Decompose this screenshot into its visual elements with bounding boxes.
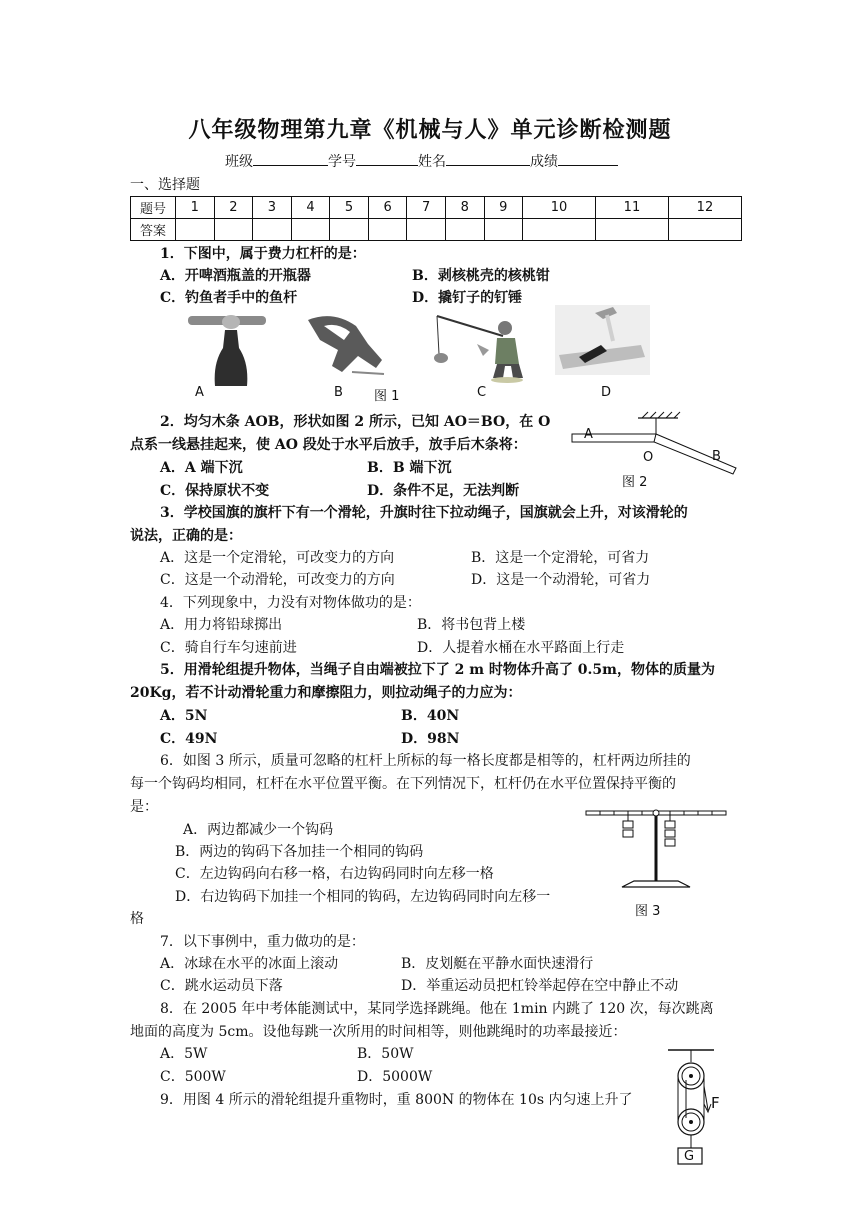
q7-option-b: B．皮划艇在平静水面快速滑行 [401,956,594,972]
q4-option-d: D．人提着水桶在水平路面上行走 [417,640,625,656]
q6-line2: 每一个钩码均相同，杠杆在水平位置平衡。在下列情况下，杠杆仍在水平位置保持平衡的 [130,776,676,792]
q6-option-c: C．左边钩码向右移一格，右边钩码同时向左移一格 [175,866,494,882]
q8-option-a: A．5W [160,1046,208,1062]
q7-option-d: D．举重运动员把杠铃举起停在空中静止不动 [401,978,679,994]
table-cell: 12 [668,197,741,219]
answer-cell[interactable] [214,219,253,241]
answer-cell[interactable] [445,219,484,241]
score-label: 成绩 [530,154,558,170]
fig1-label-c: C [477,385,487,400]
q5-line2: 20Kg，若不计动滑轮重力和摩擦阻力，则拉动绳子的力应为： [130,685,522,701]
fig1-label-b: B [334,385,343,400]
fishing-image [433,306,533,384]
q2-option-a: A．A 端下沉 [160,460,243,476]
q8-line2: 地面的高度为 5cm。设他每跳一次所用的时间相等，则他跳绳时的功率最接近： [130,1024,627,1040]
q2-option-b: B．B 端下沉 [367,460,452,476]
q2-option-d: D．条件不足，无法判断 [367,483,520,499]
q6-option-b: B．两边的钩码下各加挂一个相同的钩码 [175,844,424,860]
q1-option-d: D．撬钉子的钉锤 [412,290,523,306]
q5-line1: 5．用滑轮组提升物体，当绳子自由端被拉下了 2 m 时物体升高了 0.5m，物体的质量为 [160,662,715,678]
q1-option-b: B．剥核桃壳的核桃钳 [412,268,550,284]
section-heading: 一、选择题 [130,177,200,193]
fig4-weight-label: G [684,1149,695,1164]
fig3-caption: 图 3 [635,904,661,919]
answer-cell[interactable] [595,219,668,241]
q2-line2: 点系一线悬挂起来，使 AO 段处于水平后放手，放手后木条将： [130,437,527,453]
number-blank [356,151,418,166]
q7-stem: 7．以下事例中，重力做功的是： [160,934,365,950]
q3-option-b: B．这是一个定滑轮，可省力 [471,550,650,566]
fig2-point-a: A [584,427,593,442]
table-row [131,219,742,241]
table-cell: 9 [484,197,523,219]
fig1-label-d: D [601,385,612,400]
q7-option-a: A．冰球在水平的冰面上滚动 [160,956,339,972]
table-row [131,197,742,219]
q8-option-d: D．5000W [357,1069,433,1085]
table-cell: 6 [368,197,407,219]
q6-option-d-cont: 格 [130,911,144,927]
q3-line1: 3．学校国旗的旗杆下有一个滑轮，升旗时往下拉动绳子，国旗就会上升，对该滑轮的 [160,505,688,521]
fig4-force-label: F [711,1094,720,1112]
table-cell: 4 [291,197,330,219]
q1-option-c: C．钓鱼者手中的鱼杆 [160,290,298,306]
q1-option-a: A．开啤酒瓶盖的开瓶器 [160,268,311,284]
table-cell: 8 [445,197,484,219]
answer-cell[interactable] [253,219,292,241]
q2-option-c: C．保持原状不变 [160,483,270,499]
q6-option-d: D．右边钩码下加挂一个相同的钩码，左边钩码同时向左移一 [175,889,551,905]
q6-line1: 6．如图 3 所示，质量可忽略的杠杆上所标的每一格长度都是相等的，杠杆两边所挂的 [160,753,691,769]
q7-option-c: C．跳水运动员下落 [160,978,283,994]
q8-option-b: B．50W [357,1046,414,1062]
bottle-opener-image [185,308,270,386]
answer-cell[interactable] [291,219,330,241]
q5-option-d: D．98N [401,731,460,747]
q4-option-a: A．用力将铅球掷出 [160,617,283,633]
claw-hammer-image [555,305,650,375]
table-cell: 10 [523,197,596,219]
class-blank [253,151,328,166]
table-head: 题号 [131,197,176,219]
q9-line1: 9．用图 4 所示的滑轮组提升重物时，重 800N 的物体在 10s 内匀速上升了 [160,1092,633,1108]
answer-cell[interactable] [668,219,741,241]
answer-cell[interactable] [368,219,407,241]
table-cell: 5 [330,197,369,219]
page-title: 八年级物理第九章《机械与人》单元诊断检测题 [188,118,672,143]
q3-option-c: C．这是一个动滑轮，可改变力的方向 [160,572,395,588]
q5-option-a: A．5N [160,708,208,724]
fig2-caption: 图 2 [622,475,648,490]
fig1-caption: 图 1 [374,389,400,404]
q8-line1: 8．在 2005 年中考体能测试中，某同学选择跳绳。他在 1min 内跳了 120 次，每次跳离 [160,1001,714,1017]
class-label: 班级 [225,154,253,170]
q1-stem: 1．下图中，属于费力杠杆的是： [160,246,366,262]
name-label: 姓名 [418,154,446,170]
q6-line3: 是： [130,799,158,815]
nutcracker-image [298,312,388,384]
q4-stem: 4．下列现象中，力没有对物体做功的是： [160,595,421,611]
fig1-label-a: A [195,385,204,400]
student-info [225,151,618,171]
answer-table [130,196,742,241]
figure-3-lever [582,803,732,895]
table-cell: 11 [595,197,668,219]
q3-option-a: A．这是一个定滑轮，可改变力的方向 [160,550,395,566]
fig2-point-b: B [712,449,721,464]
q3-line2: 说法，正确的是： [130,528,242,544]
table-cell: 2 [214,197,253,219]
answer-cell[interactable] [523,219,596,241]
q3-option-d: D．这是一个动滑轮，可省力 [471,572,651,588]
answer-cell[interactable] [330,219,369,241]
q6-option-a: A．两边都减少一个钩码 [183,822,334,838]
q4-option-b: B．将书包背上楼 [417,617,526,633]
q5-option-b: B．40N [401,708,460,724]
number-label: 学号 [328,154,356,170]
answer-cell[interactable] [407,219,446,241]
table-cell: 3 [253,197,292,219]
score-blank [558,151,618,166]
q2-line1: 2．均匀木条 AOB，形状如图 2 所示，已知 AO＝BO，在 O [160,414,551,430]
table-head: 答案 [131,219,176,241]
fig2-point-o: O [643,450,654,465]
q4-option-c: C．骑自行车匀速前进 [160,640,297,656]
answer-cell[interactable] [484,219,523,241]
table-cell: 7 [407,197,446,219]
table-cell: 1 [176,197,215,219]
answer-cell[interactable] [176,219,215,241]
q8-option-c: C．500W [160,1069,226,1085]
q5-option-c: C．49N [160,731,218,747]
name-blank [446,151,530,166]
